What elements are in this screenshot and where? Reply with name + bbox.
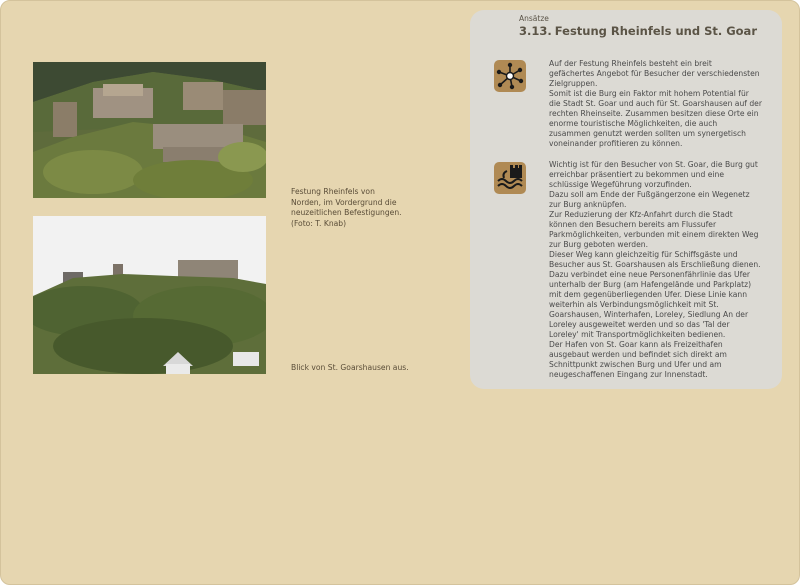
- text-line: Schnittpunkt zwischen Burg und Ufer und am: [549, 360, 722, 369]
- text-line: gefächertes Angebot für Besucher der verschiedensten: [549, 69, 760, 78]
- caption-line: Festung Rheinfels von: [291, 187, 375, 196]
- text-line: Dazu soll am Ende der Fußgängerzone ein Wegenetz: [549, 190, 750, 199]
- paragraph-access: [549, 160, 779, 380]
- text-line: Somit ist die Burg ein Faktor mit hohem Potential für: [549, 89, 749, 98]
- text-line: erreichbar präsentiert zu bekommen und eine: [549, 170, 725, 179]
- st-goarshausen-view-photo: [33, 216, 266, 374]
- text-line: können den Besuchern bereits am Flussufer: [549, 220, 717, 229]
- section-number: 3.13.: [519, 24, 552, 38]
- caption-line: Norden, im Vordergrund die: [291, 197, 397, 207]
- photo1-caption: [291, 187, 431, 229]
- text-line: Loreley ausgeweitet werden und so das 'Tal der: [549, 320, 730, 329]
- photo2-caption: [291, 363, 431, 374]
- text-line: Zielgruppen.: [549, 79, 598, 88]
- caption-line: (Foto: T. Knab): [291, 218, 347, 228]
- text-line: Dazu verbindet eine neue Personenfährlinie das Ufer: [549, 270, 751, 279]
- text-line: Dieser Weg kann gleichzeitig für Schiffsgäste und: [549, 250, 738, 259]
- text-line: Auf der Festung Rheinfels besteht ein breit: [549, 59, 712, 68]
- text-line: zur Burg geboten werden.: [549, 240, 649, 249]
- text-line: Besucher aus St. Goarshausen als Erschließung dienen.: [549, 260, 761, 269]
- text-line: die Stadt St. Goar und auch für St. Goarshausen auf der: [549, 99, 762, 108]
- castle-water-icon: [494, 162, 526, 194]
- text-line: Wichtig ist für den Besucher von St. Goar, die Burg gut: [549, 160, 758, 169]
- text-line: schlüssige Wegeführung vorzufinden.: [549, 180, 692, 189]
- text-line: unterhalb der Burg (am Hafengelände und Parkplatz): [549, 280, 752, 289]
- section-title: [519, 24, 757, 38]
- text-line: weiterhin als Verbindungsmöglichkeit mit St.: [549, 300, 719, 309]
- caption-line: neuzeitlichen Befestigungen.: [291, 208, 402, 217]
- section-title-text: Festung Rheinfels und St. Goar: [554, 24, 757, 38]
- text-line: neugeschaffenen Eingang zur Innenstadt.: [549, 370, 708, 379]
- text-line: voneinander profitieren zu können.: [549, 139, 683, 148]
- text-line: Zur Reduzierung der Kfz-Anfahrt durch die Stadt: [549, 210, 733, 219]
- text-line: Der Hafen von St. Goar kann als Freizeithafen: [549, 340, 723, 349]
- text-line: mit dem gegenüberliegenden Ufer. Diese Linie kann: [549, 290, 748, 299]
- section-kicker: Ansätze: [519, 14, 549, 23]
- text-line: zur Burg anknüpfen.: [549, 200, 627, 209]
- text-line: rechten Rheinseite. Zusammen besitzen diese Orte ein: [549, 109, 759, 118]
- text-line: ausgebaut werden und befindet sich direkt am: [549, 350, 727, 359]
- text-line: Loreley' mit Transportmöglichkeiten bedienen.: [549, 330, 726, 339]
- text-line: zusammen genutzt werden sollten um synergetisch: [549, 129, 746, 138]
- paragraph-offer: [549, 59, 779, 149]
- text-line: Parkmöglichkeiten, verbunden mit einem direkten Weg: [549, 230, 759, 239]
- caption-line: Blick von St. Goarshausen aus.: [291, 363, 409, 372]
- network-hub-icon: [494, 60, 526, 92]
- text-line: enorme touristische Möglichkeiten, die auch: [549, 119, 718, 128]
- festung-rheinfels-photo: [33, 62, 266, 198]
- text-line: Goarshausen, Winterhafen, Loreley, Siedlung An der: [549, 310, 749, 319]
- approach-panel: [470, 10, 782, 389]
